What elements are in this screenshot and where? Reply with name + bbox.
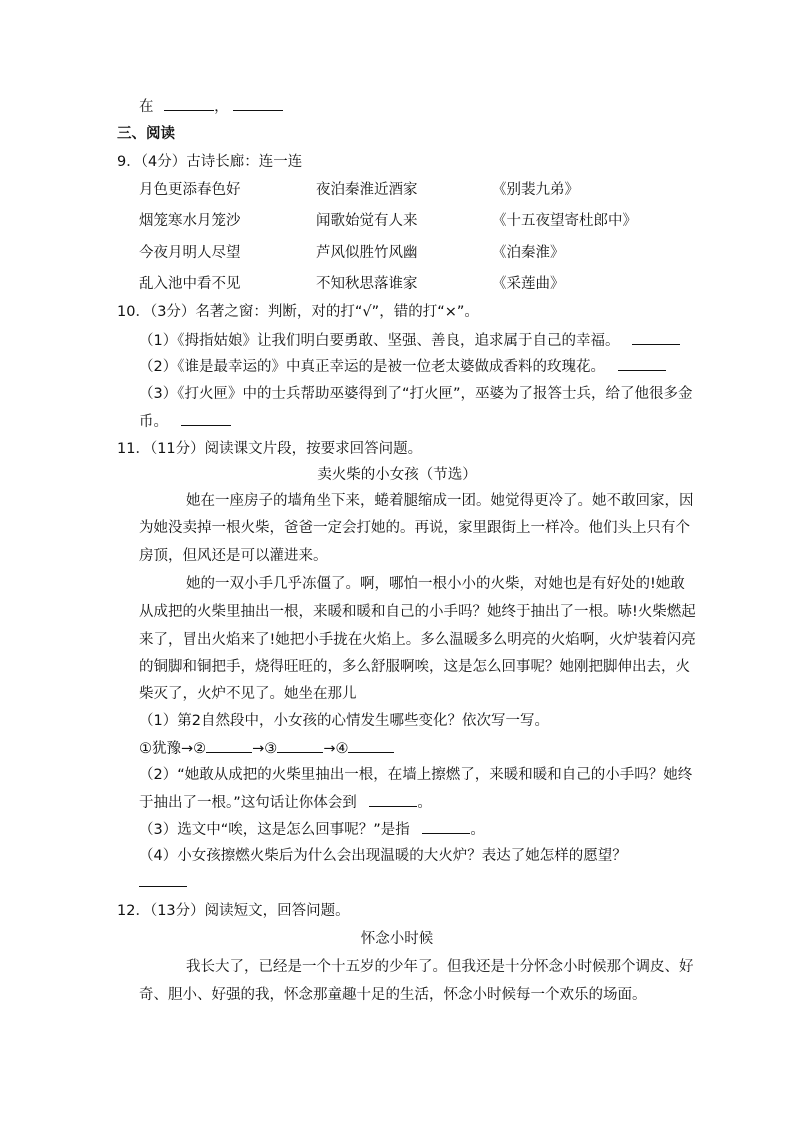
q11-sub-1-chain xyxy=(139,738,394,759)
passage-line: 她在一座房子的墙角坐下来，蜷着腿缩成一团。她觉得更冷了。她不敢回家，因 xyxy=(186,493,694,509)
poem-line: 芦风似胜竹风幽 xyxy=(316,245,418,261)
q11-sub-3 xyxy=(139,819,485,840)
fill-separator: ， xyxy=(214,99,229,115)
chain-arrow: →③ xyxy=(252,741,278,757)
q11-sub-2-cont xyxy=(139,792,432,813)
answer-blank[interactable] xyxy=(369,792,417,807)
q12-header: 12．（13分）阅读短文，回答问题。 xyxy=(117,903,350,919)
period: 。 xyxy=(470,822,485,838)
passage-line: 来了，冒出火焰来了!她把小手拢在火焰上。多么温暖多么明亮的火焰啊，火炉装着闪亮 xyxy=(139,632,696,648)
passage-line: 她的一双小手几乎冻僵了。啊，哪怕一根小小的火柴，对她也是有好处的!她敢 xyxy=(186,576,685,592)
answer-blank[interactable] xyxy=(164,96,214,111)
passage-line: 房顶，但风还是可以灌进来。 xyxy=(139,548,328,564)
answer-blank[interactable] xyxy=(139,872,187,887)
passage-line: 的铜脚和铜把手，烧得旺旺的，多么舒服啊唉，这是怎么回事呢？她刚把脚伸出去，火 xyxy=(139,659,690,675)
chain-start: ①犹豫→② xyxy=(139,741,207,757)
answer-blank[interactable] xyxy=(632,330,680,345)
q9-header: 9．（4分）古诗长廊：连一连 xyxy=(117,154,303,170)
item-text: 于抽出了一根。”这句话让你体会到 xyxy=(139,795,357,811)
q10-item-3: （3）《打火匣》中的士兵帮助巫婆得到了“打火匣”，巫婆为了报答士兵，给了他很多金 xyxy=(139,386,693,402)
poem-title: 《十五夜望寄杜郎中》 xyxy=(492,213,637,229)
passage-title: 卖火柴的小女孩（节选） xyxy=(317,467,477,483)
passage-title: 怀念小时候 xyxy=(360,931,434,947)
passage-line: 柴灭了，火炉不见了。她坐在那儿 xyxy=(139,686,357,702)
period: 。 xyxy=(417,795,432,811)
q11-sub-4: （4）小女孩擦燃火柴后为什么会出现温暖的大火炉？表达了她怎样的愿望？ xyxy=(139,848,627,864)
answer-blank[interactable] xyxy=(277,738,323,753)
answer-blank[interactable] xyxy=(233,96,283,111)
passage-line: 为她没卖掉一根火柴，爸爸一定会打她的。再说，家里跟街上一样冷。他们头上只有个 xyxy=(139,520,690,536)
passage-line: 从成把的火柴里抽出一根，来暖和暖和自己的小手吗？她终于抽出了一根。哧!火柴燃起 xyxy=(139,604,696,620)
fill-prefix: 在 xyxy=(139,99,154,115)
answer-blank[interactable] xyxy=(348,738,394,753)
q11-sub-2: （2）“她敢从成把的火柴里抽出一根，在墙上擦燃了，来暖和暖和自己的小手吗？她终 xyxy=(139,767,693,783)
fill-in-line xyxy=(139,96,283,117)
item-text: （2）《谁是最幸运的》中真正幸运的是被一位老太婆做成香料的玫瑰花。 xyxy=(139,359,605,375)
chain-arrow: →④ xyxy=(323,741,349,757)
poem-line: 夜泊秦淮近酒家 xyxy=(316,182,418,198)
q10-item-2 xyxy=(139,356,666,377)
q11-sub-1: （1）第2自然段中，小女孩的心情发生哪些变化？依次写一写。 xyxy=(139,713,549,729)
section-title: 三、阅读 xyxy=(117,126,175,142)
poem-line: 烟笼寒水月笼沙 xyxy=(139,213,241,229)
answer-blank[interactable] xyxy=(206,738,252,753)
poem-title: 《别裴九弟》 xyxy=(492,182,579,198)
q10-item-1 xyxy=(139,330,680,351)
poem-title: 《采莲曲》 xyxy=(492,276,565,292)
q11-header: 11．（11分）阅读课文片段，按要求回答问题。 xyxy=(117,441,423,457)
answer-blank[interactable] xyxy=(618,356,666,371)
poem-title: 《泊秦淮》 xyxy=(492,245,565,261)
answer-blank[interactable] xyxy=(422,819,470,834)
q11-sub-4-answer xyxy=(139,872,187,893)
item-text: （3）选文中“唉，这是怎么回事呢？”是指 xyxy=(139,822,410,838)
q10-item-3-cont xyxy=(139,411,231,432)
poem-line: 月色更添春色好 xyxy=(139,182,241,198)
q10-header: 10．（3分）名著之窗：判断，对的打“√”，错的打“×”。 xyxy=(117,304,479,320)
item-text: （1）《拇指姑娘》让我们明白要勇敢、坚强、善良，追求属于自己的幸福。 xyxy=(139,333,620,349)
poem-line: 不知秋思落谁家 xyxy=(316,276,418,292)
answer-blank[interactable] xyxy=(181,411,231,426)
poem-line: 乱入池中看不见 xyxy=(139,276,241,292)
poem-line: 闻歌始觉有人来 xyxy=(316,213,418,229)
passage-line: 奇、胆小、好强的我，怀念那童趣十足的生活，怀念小时候每一个欢乐的场面。 xyxy=(139,987,647,1003)
poem-line: 今夜月明人尽望 xyxy=(139,245,241,261)
item-text: 币。 xyxy=(139,414,168,430)
passage-line: 我长大了，已经是一个十五岁的少年了。但我还是十分怀念小时候那个调皮、好 xyxy=(186,959,694,975)
